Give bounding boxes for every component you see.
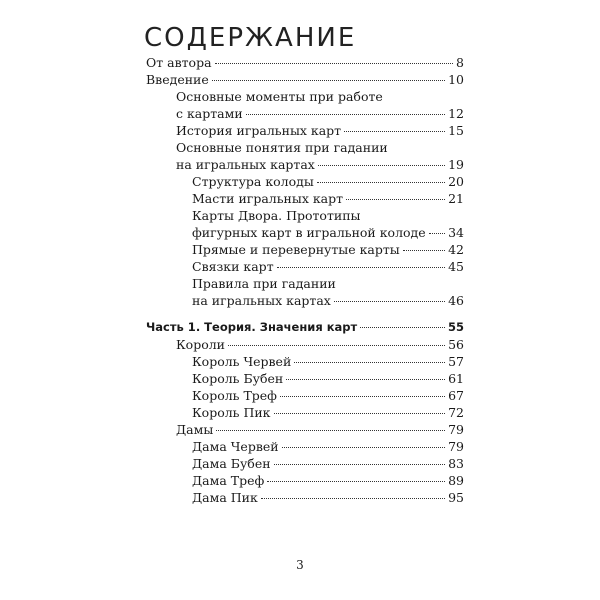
toc-entry[interactable]: [146, 455, 464, 472]
dot-leader: [261, 498, 445, 499]
dot-leader: [274, 413, 446, 414]
toc-entry-page: 15: [448, 123, 464, 138]
toc-entry-page: 57: [448, 354, 464, 369]
page-title: СОДЕРЖАНИЕ: [144, 23, 357, 54]
toc-entry-page: 20: [448, 174, 464, 189]
toc-entry-label: Дама Бубен: [192, 456, 271, 471]
toc-entry-label: Дама Пик: [192, 490, 258, 505]
dot-leader: [228, 345, 445, 346]
toc-entry-label: История игральных карт: [176, 123, 342, 138]
toc-entry[interactable]: [146, 122, 464, 139]
toc-entry-page: 10: [448, 72, 464, 87]
dot-leader: [212, 80, 445, 81]
toc-entry-label: Король Пик: [192, 405, 271, 420]
toc-entry-page: 19: [448, 157, 464, 172]
dot-leader: [294, 362, 445, 363]
toc-entry-page: 95: [448, 490, 464, 505]
toc-entry-label: Правила при гадании: [192, 276, 336, 291]
toc-entry-label: Масти игральных карт: [192, 191, 344, 206]
toc-entry-label: Дама Червей: [192, 439, 279, 454]
toc-entry-label: Основные моменты при работе: [176, 89, 383, 104]
toc-entry-page: 67: [448, 388, 464, 403]
toc-entry-page: 55: [447, 320, 464, 334]
toc-entry-page: 46: [448, 293, 464, 308]
toc-entry-label: Короли: [176, 337, 225, 352]
dot-leader: [277, 267, 445, 268]
toc-entry[interactable]: [146, 438, 464, 455]
toc-entry-page: 8: [456, 55, 464, 70]
toc-entry[interactable]: [146, 472, 464, 489]
table-of-contents: [146, 54, 464, 506]
dot-leader: [318, 165, 445, 166]
toc-entry-label: на игральных картах: [192, 293, 331, 308]
toc-entry-label: Прямые и перевернутые карты: [192, 242, 400, 257]
toc-entry[interactable]: [146, 207, 464, 241]
toc-entry-label: Карты Двора. Прототипы: [192, 208, 361, 223]
toc-entry[interactable]: [146, 54, 464, 71]
toc-entry-label: Дама Треф: [192, 473, 265, 488]
toc-entry-page: 89: [448, 473, 464, 488]
toc-entry[interactable]: [146, 404, 464, 421]
toc-entry-label: Король Бубен: [192, 371, 284, 386]
toc-entry[interactable]: [146, 139, 464, 173]
toc-entry-label: Введение: [146, 72, 209, 87]
toc-entry-label: Основные понятия при гадании: [176, 140, 388, 155]
toc-entry-page: 79: [448, 422, 464, 437]
dot-leader: [429, 233, 445, 234]
toc-entry-label: на игральных картах: [176, 157, 315, 172]
dot-leader: [215, 63, 454, 64]
toc-entry-label: Структура колоды: [192, 174, 314, 189]
toc-entry-label: Дамы: [176, 422, 214, 437]
toc-entry-label: Король Треф: [192, 388, 277, 403]
dot-leader: [317, 182, 445, 183]
toc-entry-page: 79: [448, 439, 464, 454]
toc-entry-page: 34: [448, 225, 464, 240]
page-number: 3: [296, 558, 304, 572]
dot-leader: [216, 430, 445, 431]
dot-leader: [360, 327, 445, 328]
toc-entry[interactable]: [146, 71, 464, 88]
toc-entry-page: 42: [448, 242, 464, 257]
toc-entry-page: 45: [448, 259, 464, 274]
dot-leader: [280, 396, 445, 397]
toc-entry-label: фигурных карт в игральной колоде: [192, 225, 426, 240]
toc-entry[interactable]: [146, 241, 464, 258]
dot-leader: [267, 481, 445, 482]
toc-entry-page: 12: [448, 106, 464, 121]
toc-entry[interactable]: [146, 173, 464, 190]
dot-leader: [274, 464, 446, 465]
toc-part-entry[interactable]: [146, 319, 464, 336]
toc-entry[interactable]: [146, 88, 464, 122]
toc-entry[interactable]: [146, 370, 464, 387]
toc-entry[interactable]: [146, 353, 464, 370]
dot-leader: [282, 447, 446, 448]
toc-entry-page: 56: [448, 337, 464, 352]
toc-entry[interactable]: [146, 258, 464, 275]
toc-entry-label: От автора: [146, 55, 212, 70]
dot-leader: [403, 250, 445, 251]
section-gap: [146, 309, 464, 319]
dot-leader: [286, 379, 445, 380]
toc-entry[interactable]: [146, 190, 464, 207]
toc-entry-label: Король Червей: [192, 354, 292, 369]
dot-leader: [334, 301, 445, 302]
toc-entry[interactable]: [146, 387, 464, 404]
dot-leader: [246, 114, 445, 115]
toc-entry[interactable]: [146, 336, 464, 353]
toc-entry-page: 21: [448, 191, 464, 206]
toc-entry-label: Часть 1. Теория. Значения карт: [146, 320, 358, 334]
dot-leader: [344, 131, 445, 132]
toc-entry[interactable]: [146, 489, 464, 506]
toc-entry-page: 83: [448, 456, 464, 471]
toc-entry-label: Связки карт: [192, 259, 274, 274]
toc-entry[interactable]: [146, 275, 464, 309]
toc-entry[interactable]: [146, 421, 464, 438]
toc-entry-page: 61: [448, 371, 464, 386]
dot-leader: [346, 199, 445, 200]
toc-entry-label: с картами: [176, 106, 243, 121]
toc-entry-page: 72: [448, 405, 464, 420]
